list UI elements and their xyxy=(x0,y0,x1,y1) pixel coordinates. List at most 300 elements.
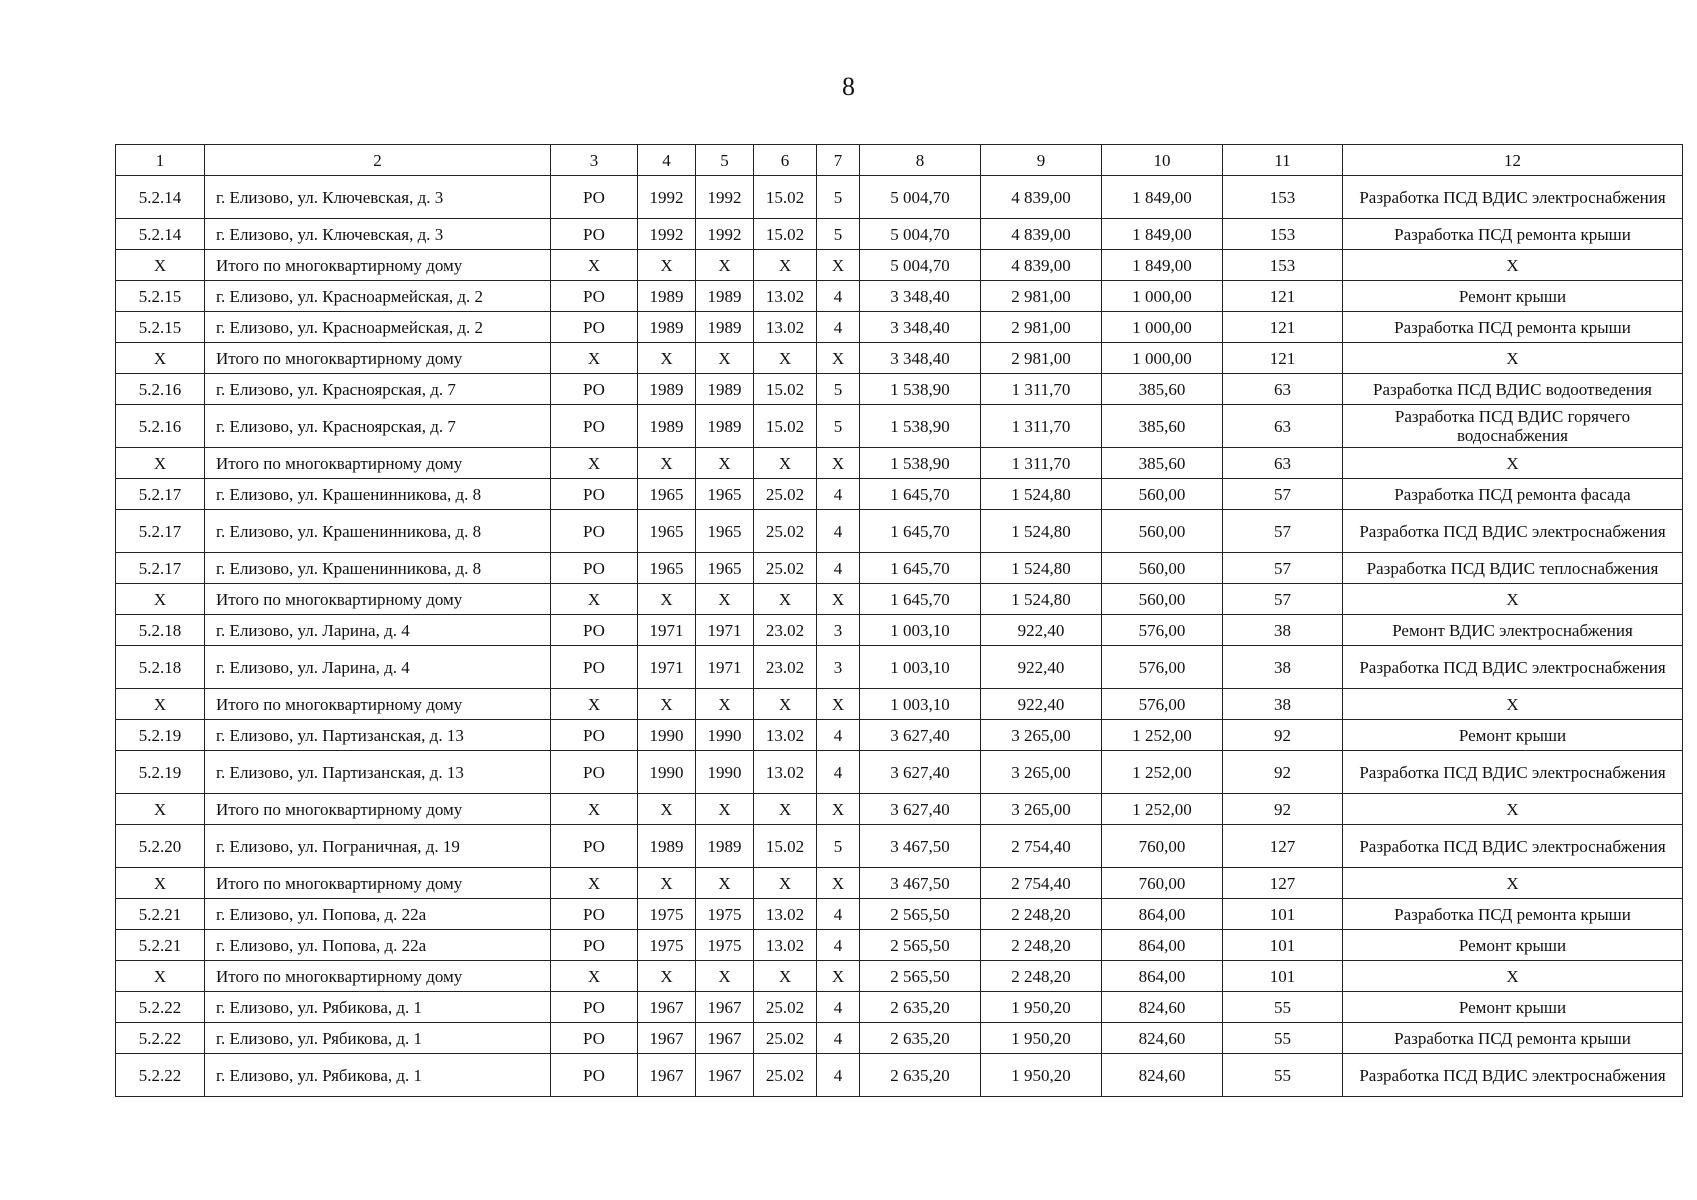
code-cell: Х xyxy=(754,794,817,825)
residents-cell: 101 xyxy=(1223,961,1343,992)
program-cell: Х xyxy=(551,961,638,992)
year-built-cell: Х xyxy=(638,961,696,992)
roof-area-cell: 560,00 xyxy=(1102,584,1223,615)
floors-cell: 5 xyxy=(817,374,860,405)
residents-cell: 127 xyxy=(1223,868,1343,899)
residents-cell: 92 xyxy=(1223,794,1343,825)
address-cell: г. Елизово, ул. Рябикова, д. 1 xyxy=(205,1023,551,1054)
roof-area-cell: 760,00 xyxy=(1102,825,1223,868)
year-built-cell: 1992 xyxy=(638,176,696,219)
program-cell: РО xyxy=(551,1023,638,1054)
work-type-cell: Разработка ПСД ВДИС теплоснабжения xyxy=(1343,553,1683,584)
program-cell: РО xyxy=(551,646,638,689)
residents-cell: 63 xyxy=(1223,405,1343,448)
program-cell: РО xyxy=(551,992,638,1023)
item-number-cell: Х xyxy=(116,343,205,374)
work-type-cell: Разработка ПСД ВДИС электроснабжения xyxy=(1343,825,1683,868)
work-type-cell: Х xyxy=(1343,448,1683,479)
total-area-cell: 3 627,40 xyxy=(860,751,981,794)
item-number-cell: 5.2.15 xyxy=(116,281,205,312)
roof-area-cell: 1 000,00 xyxy=(1102,281,1223,312)
roof-area-cell: 760,00 xyxy=(1102,868,1223,899)
year-built-cell: 1971 xyxy=(638,646,696,689)
floors-cell: Х xyxy=(817,868,860,899)
year-built-cell: 1989 xyxy=(638,825,696,868)
table-row xyxy=(116,448,1683,479)
total-area-cell: 3 348,40 xyxy=(860,281,981,312)
floors-cell: Х xyxy=(817,343,860,374)
year-built-cell: 1989 xyxy=(638,405,696,448)
year-commissioned-cell: 1967 xyxy=(696,1054,754,1097)
work-type-cell: Разработка ПСД ремонта крыши xyxy=(1343,1023,1683,1054)
year-built-cell: 1965 xyxy=(638,510,696,553)
work-type-cell: Ремонт крыши xyxy=(1343,720,1683,751)
year-built-cell: Х xyxy=(638,448,696,479)
year-built-cell: 1967 xyxy=(638,1054,696,1097)
living-area-cell: 1 524,80 xyxy=(981,479,1102,510)
living-area-cell: 1 524,80 xyxy=(981,510,1102,553)
year-built-cell: 1965 xyxy=(638,479,696,510)
table-row xyxy=(116,405,1683,448)
table-row xyxy=(116,825,1683,868)
address-cell: г. Елизово, ул. Партизанская, д. 13 xyxy=(205,751,551,794)
code-cell: 25.02 xyxy=(754,553,817,584)
floors-cell: Х xyxy=(817,250,860,281)
work-type-cell: Разработка ПСД ремонта крыши xyxy=(1343,219,1683,250)
table-row xyxy=(116,219,1683,250)
total-area-cell: 3 348,40 xyxy=(860,343,981,374)
address-cell: г. Елизово, ул. Красноярская, д. 7 xyxy=(205,405,551,448)
table-row xyxy=(116,961,1683,992)
page-number: 8 xyxy=(842,72,855,101)
residents-cell: 57 xyxy=(1223,510,1343,553)
floors-cell: 4 xyxy=(817,510,860,553)
code-cell: 23.02 xyxy=(754,646,817,689)
table-row xyxy=(116,553,1683,584)
residents-cell: 153 xyxy=(1223,250,1343,281)
living-area-cell: 922,40 xyxy=(981,615,1102,646)
table-row xyxy=(116,615,1683,646)
roof-area-cell: 864,00 xyxy=(1102,930,1223,961)
program-cell: РО xyxy=(551,825,638,868)
year-commissioned-cell: 1990 xyxy=(696,751,754,794)
program-cell: РО xyxy=(551,553,638,584)
work-type-cell: Х xyxy=(1343,961,1683,992)
code-cell: 15.02 xyxy=(754,825,817,868)
residents-cell: 38 xyxy=(1223,689,1343,720)
year-built-cell: 1967 xyxy=(638,1023,696,1054)
code-cell: Х xyxy=(754,961,817,992)
floors-cell: 4 xyxy=(817,312,860,343)
floors-cell: Х xyxy=(817,448,860,479)
code-cell: 25.02 xyxy=(754,1054,817,1097)
floors-cell: 4 xyxy=(817,1054,860,1097)
total-area-cell: 3 627,40 xyxy=(860,794,981,825)
living-area-cell: 4 839,00 xyxy=(981,250,1102,281)
residents-cell: 55 xyxy=(1223,1054,1343,1097)
table-row xyxy=(116,899,1683,930)
roof-area-cell: 1 000,00 xyxy=(1102,312,1223,343)
living-area-cell: 922,40 xyxy=(981,646,1102,689)
program-cell: Х xyxy=(551,794,638,825)
roof-area-cell: 824,60 xyxy=(1102,1023,1223,1054)
item-number-cell: 5.2.17 xyxy=(116,553,205,584)
residents-cell: 101 xyxy=(1223,930,1343,961)
total-area-cell: 2 635,20 xyxy=(860,1054,981,1097)
column-header: 11 xyxy=(1223,145,1343,176)
year-commissioned-cell: 1965 xyxy=(696,479,754,510)
roof-area-cell: 1 252,00 xyxy=(1102,720,1223,751)
address-cell: г. Елизово, ул. Попова, д. 22а xyxy=(205,899,551,930)
year-built-cell: Х xyxy=(638,868,696,899)
item-number-cell: Х xyxy=(116,868,205,899)
floors-cell: 4 xyxy=(817,281,860,312)
table-row xyxy=(116,312,1683,343)
program-cell: РО xyxy=(551,751,638,794)
address-cell: г. Елизово, ул. Крашенинникова, д. 8 xyxy=(205,479,551,510)
column-header: 3 xyxy=(551,145,638,176)
year-commissioned-cell: 1989 xyxy=(696,281,754,312)
table-row xyxy=(116,479,1683,510)
table-row xyxy=(116,868,1683,899)
table-row xyxy=(116,930,1683,961)
program-cell: Х xyxy=(551,868,638,899)
floors-cell: Х xyxy=(817,689,860,720)
program-cell: РО xyxy=(551,930,638,961)
table-row xyxy=(116,176,1683,219)
item-number-cell: 5.2.18 xyxy=(116,615,205,646)
work-type-cell: Х xyxy=(1343,868,1683,899)
program-cell: РО xyxy=(551,720,638,751)
total-area-cell: 3 467,50 xyxy=(860,868,981,899)
roof-area-cell: 1 849,00 xyxy=(1102,250,1223,281)
column-header: 6 xyxy=(754,145,817,176)
roof-area-cell: 1 849,00 xyxy=(1102,219,1223,250)
code-cell: 25.02 xyxy=(754,510,817,553)
year-commissioned-cell: 1989 xyxy=(696,312,754,343)
residents-cell: 101 xyxy=(1223,899,1343,930)
roof-area-cell: 824,60 xyxy=(1102,1054,1223,1097)
living-area-cell: 4 839,00 xyxy=(981,219,1102,250)
address-cell: г. Елизово, ул. Красноярская, д. 7 xyxy=(205,374,551,405)
column-header: 7 xyxy=(817,145,860,176)
work-type-cell: Разработка ПСД ВДИС электроснабжения xyxy=(1343,751,1683,794)
address-cell: г. Елизово, ул. Ключевская, д. 3 xyxy=(205,176,551,219)
program-cell: РО xyxy=(551,281,638,312)
total-area-cell: 3 348,40 xyxy=(860,312,981,343)
living-area-cell: 1 311,70 xyxy=(981,405,1102,448)
floors-cell: 3 xyxy=(817,646,860,689)
year-commissioned-cell: 1965 xyxy=(696,510,754,553)
item-number-cell: 5.2.19 xyxy=(116,720,205,751)
table-row xyxy=(116,1023,1683,1054)
year-commissioned-cell: 1967 xyxy=(696,1023,754,1054)
living-area-cell: 3 265,00 xyxy=(981,751,1102,794)
floors-cell: 4 xyxy=(817,553,860,584)
living-area-cell: 2 754,40 xyxy=(981,868,1102,899)
work-type-cell: Х xyxy=(1343,343,1683,374)
roof-area-cell: 824,60 xyxy=(1102,992,1223,1023)
table-row xyxy=(116,1054,1683,1097)
program-cell: РО xyxy=(551,615,638,646)
address-cell: г. Елизово, ул. Партизанская, д. 13 xyxy=(205,720,551,751)
program-cell: РО xyxy=(551,510,638,553)
living-area-cell: 2 248,20 xyxy=(981,961,1102,992)
work-type-cell: Разработка ПСД ВДИС электроснабжения xyxy=(1343,176,1683,219)
program-cell: РО xyxy=(551,176,638,219)
address-cell: Итого по многоквартирному дому xyxy=(205,343,551,374)
code-cell: 13.02 xyxy=(754,751,817,794)
living-area-cell: 2 754,40 xyxy=(981,825,1102,868)
floors-cell: 4 xyxy=(817,1023,860,1054)
total-area-cell: 1 645,70 xyxy=(860,553,981,584)
floors-cell: Х xyxy=(817,584,860,615)
item-number-cell: 5.2.16 xyxy=(116,405,205,448)
floors-cell: 4 xyxy=(817,720,860,751)
address-cell: г. Елизово, ул. Рябикова, д. 1 xyxy=(205,992,551,1023)
item-number-cell: 5.2.19 xyxy=(116,751,205,794)
program-cell: Х xyxy=(551,689,638,720)
year-built-cell: 1975 xyxy=(638,930,696,961)
residents-cell: 63 xyxy=(1223,448,1343,479)
roof-area-cell: 385,60 xyxy=(1102,405,1223,448)
floors-cell: 4 xyxy=(817,479,860,510)
residents-cell: 92 xyxy=(1223,720,1343,751)
total-area-cell: 2 565,50 xyxy=(860,930,981,961)
total-area-cell: 3 467,50 xyxy=(860,825,981,868)
floors-cell: 5 xyxy=(817,176,860,219)
item-number-cell: 5.2.18 xyxy=(116,646,205,689)
total-area-cell: 5 004,70 xyxy=(860,176,981,219)
code-cell: Х xyxy=(754,448,817,479)
work-type-cell: Х xyxy=(1343,794,1683,825)
residents-cell: 121 xyxy=(1223,343,1343,374)
table-row xyxy=(116,646,1683,689)
code-cell: Х xyxy=(754,868,817,899)
code-cell: 25.02 xyxy=(754,479,817,510)
total-area-cell: 2 565,50 xyxy=(860,961,981,992)
table-row xyxy=(116,250,1683,281)
address-cell: г. Елизово, ул. Ларина, д. 4 xyxy=(205,615,551,646)
column-header: 1 xyxy=(116,145,205,176)
year-commissioned-cell: Х xyxy=(696,794,754,825)
item-number-cell: Х xyxy=(116,689,205,720)
total-area-cell: 2 635,20 xyxy=(860,1023,981,1054)
residents-cell: 55 xyxy=(1223,992,1343,1023)
address-cell: г. Елизово, ул. Рябикова, д. 1 xyxy=(205,1054,551,1097)
work-type-cell: Разработка ПСД ВДИС электроснабжения xyxy=(1343,646,1683,689)
year-built-cell: 1990 xyxy=(638,751,696,794)
total-area-cell: 1 645,70 xyxy=(860,510,981,553)
total-area-cell: 5 004,70 xyxy=(860,250,981,281)
address-cell: г. Елизово, ул. Ларина, д. 4 xyxy=(205,646,551,689)
program-cell: РО xyxy=(551,374,638,405)
year-built-cell: 1989 xyxy=(638,374,696,405)
living-area-cell: 2 981,00 xyxy=(981,281,1102,312)
year-built-cell: Х xyxy=(638,794,696,825)
item-number-cell: Х xyxy=(116,584,205,615)
address-cell: Итого по многоквартирному дому xyxy=(205,961,551,992)
year-commissioned-cell: 1990 xyxy=(696,720,754,751)
year-built-cell: 1992 xyxy=(638,219,696,250)
year-built-cell: Х xyxy=(638,584,696,615)
year-commissioned-cell: 1989 xyxy=(696,405,754,448)
year-built-cell: 1965 xyxy=(638,553,696,584)
year-commissioned-cell: 1975 xyxy=(696,930,754,961)
year-commissioned-cell: Х xyxy=(696,868,754,899)
table-row xyxy=(116,281,1683,312)
total-area-cell: 1 003,10 xyxy=(860,646,981,689)
work-type-cell: Ремонт крыши xyxy=(1343,281,1683,312)
code-cell: Х xyxy=(754,250,817,281)
item-number-cell: Х xyxy=(116,961,205,992)
table-row xyxy=(116,374,1683,405)
residents-cell: 92 xyxy=(1223,751,1343,794)
item-number-cell: Х xyxy=(116,250,205,281)
table-row xyxy=(116,343,1683,374)
item-number-cell: 5.2.14 xyxy=(116,176,205,219)
item-number-cell: 5.2.16 xyxy=(116,374,205,405)
work-type-cell: Разработка ПСД ВДИС водоотведения xyxy=(1343,374,1683,405)
total-area-cell: 2 635,20 xyxy=(860,992,981,1023)
code-cell: 13.02 xyxy=(754,930,817,961)
program-cell: РО xyxy=(551,479,638,510)
table-row xyxy=(116,584,1683,615)
program-cell: Х xyxy=(551,343,638,374)
code-cell: 13.02 xyxy=(754,720,817,751)
item-number-cell: 5.2.20 xyxy=(116,825,205,868)
roof-area-cell: 576,00 xyxy=(1102,689,1223,720)
total-area-cell: 1 538,90 xyxy=(860,448,981,479)
table-row xyxy=(116,751,1683,794)
floors-cell: Х xyxy=(817,794,860,825)
total-area-cell: 1 538,90 xyxy=(860,374,981,405)
address-cell: Итого по многоквартирному дому xyxy=(205,584,551,615)
roof-area-cell: 576,00 xyxy=(1102,615,1223,646)
table-row xyxy=(116,689,1683,720)
work-type-cell: Х xyxy=(1343,250,1683,281)
living-area-cell: 1 524,80 xyxy=(981,553,1102,584)
table-row xyxy=(116,720,1683,751)
column-header: 12 xyxy=(1343,145,1683,176)
code-cell: 23.02 xyxy=(754,615,817,646)
program-cell: РО xyxy=(551,1054,638,1097)
total-area-cell: 2 565,50 xyxy=(860,899,981,930)
address-cell: Итого по многоквартирному дому xyxy=(205,448,551,479)
roof-area-cell: 1 252,00 xyxy=(1102,794,1223,825)
column-header: 9 xyxy=(981,145,1102,176)
residents-cell: 38 xyxy=(1223,615,1343,646)
code-cell: 25.02 xyxy=(754,992,817,1023)
item-number-cell: 5.2.22 xyxy=(116,992,205,1023)
work-type-cell: Ремонт крыши xyxy=(1343,992,1683,1023)
total-area-cell: 3 627,40 xyxy=(860,720,981,751)
year-built-cell: 1989 xyxy=(638,281,696,312)
year-built-cell: Х xyxy=(638,250,696,281)
total-area-cell: 1 645,70 xyxy=(860,584,981,615)
total-area-cell: 5 004,70 xyxy=(860,219,981,250)
program-cell: Х xyxy=(551,448,638,479)
year-commissioned-cell: Х xyxy=(696,689,754,720)
table-row xyxy=(116,992,1683,1023)
code-cell: 15.02 xyxy=(754,176,817,219)
total-area-cell: 1 003,10 xyxy=(860,689,981,720)
residents-cell: 57 xyxy=(1223,479,1343,510)
year-commissioned-cell: 1967 xyxy=(696,992,754,1023)
floors-cell: 3 xyxy=(817,615,860,646)
roof-area-cell: 1 252,00 xyxy=(1102,751,1223,794)
work-type-cell: Разработка ПСД ВДИС горячего водоснабжения xyxy=(1343,405,1683,448)
year-commissioned-cell: 1989 xyxy=(696,825,754,868)
program-cell: РО xyxy=(551,219,638,250)
residents-cell: 153 xyxy=(1223,176,1343,219)
year-commissioned-cell: 1992 xyxy=(696,176,754,219)
code-cell: Х xyxy=(754,689,817,720)
item-number-cell: 5.2.15 xyxy=(116,312,205,343)
address-cell: г. Елизово, ул. Красноармейская, д. 2 xyxy=(205,281,551,312)
code-cell: 13.02 xyxy=(754,312,817,343)
work-type-cell: Ремонт ВДИС электроснабжения xyxy=(1343,615,1683,646)
address-cell: Итого по многоквартирному дому xyxy=(205,868,551,899)
residents-cell: 63 xyxy=(1223,374,1343,405)
living-area-cell: 3 265,00 xyxy=(981,720,1102,751)
residents-cell: 38 xyxy=(1223,646,1343,689)
floors-cell: 5 xyxy=(817,405,860,448)
year-built-cell: 1975 xyxy=(638,899,696,930)
repair-program-table xyxy=(115,144,1683,1097)
item-number-cell: Х xyxy=(116,448,205,479)
column-header: 10 xyxy=(1102,145,1223,176)
item-number-cell: 5.2.22 xyxy=(116,1054,205,1097)
program-cell: Х xyxy=(551,584,638,615)
column-header: 4 xyxy=(638,145,696,176)
item-number-cell: 5.2.17 xyxy=(116,479,205,510)
living-area-cell: 1 311,70 xyxy=(981,374,1102,405)
residents-cell: 55 xyxy=(1223,1023,1343,1054)
year-built-cell: 1989 xyxy=(638,312,696,343)
year-commissioned-cell: 1965 xyxy=(696,553,754,584)
roof-area-cell: 560,00 xyxy=(1102,553,1223,584)
code-cell: Х xyxy=(754,584,817,615)
column-header: 2 xyxy=(205,145,551,176)
year-commissioned-cell: Х xyxy=(696,584,754,615)
year-commissioned-cell: Х xyxy=(696,343,754,374)
floors-cell: 5 xyxy=(817,825,860,868)
living-area-cell: 2 981,00 xyxy=(981,312,1102,343)
living-area-cell: 1 950,20 xyxy=(981,992,1102,1023)
roof-area-cell: 385,60 xyxy=(1102,448,1223,479)
work-type-cell: Разработка ПСД ремонта крыши xyxy=(1343,312,1683,343)
address-cell: г. Елизово, ул. Ключевская, д. 3 xyxy=(205,219,551,250)
living-area-cell: 2 248,20 xyxy=(981,899,1102,930)
work-type-cell: Разработка ПСД ремонта крыши xyxy=(1343,899,1683,930)
item-number-cell: Х xyxy=(116,794,205,825)
item-number-cell: 5.2.21 xyxy=(116,899,205,930)
living-area-cell: 2 981,00 xyxy=(981,343,1102,374)
year-commissioned-cell: 1989 xyxy=(696,374,754,405)
work-type-cell: Разработка ПСД ВДИС электроснабжения xyxy=(1343,510,1683,553)
living-area-cell: 3 265,00 xyxy=(981,794,1102,825)
floors-cell: 4 xyxy=(817,751,860,794)
roof-area-cell: 864,00 xyxy=(1102,899,1223,930)
address-cell: г. Елизово, ул. Красноармейская, д. 2 xyxy=(205,312,551,343)
item-number-cell: 5.2.14 xyxy=(116,219,205,250)
table-row xyxy=(116,794,1683,825)
living-area-cell: 1 950,20 xyxy=(981,1054,1102,1097)
program-cell: РО xyxy=(551,405,638,448)
address-cell: г. Елизово, ул. Крашенинникова, д. 8 xyxy=(205,510,551,553)
floors-cell: Х xyxy=(817,961,860,992)
